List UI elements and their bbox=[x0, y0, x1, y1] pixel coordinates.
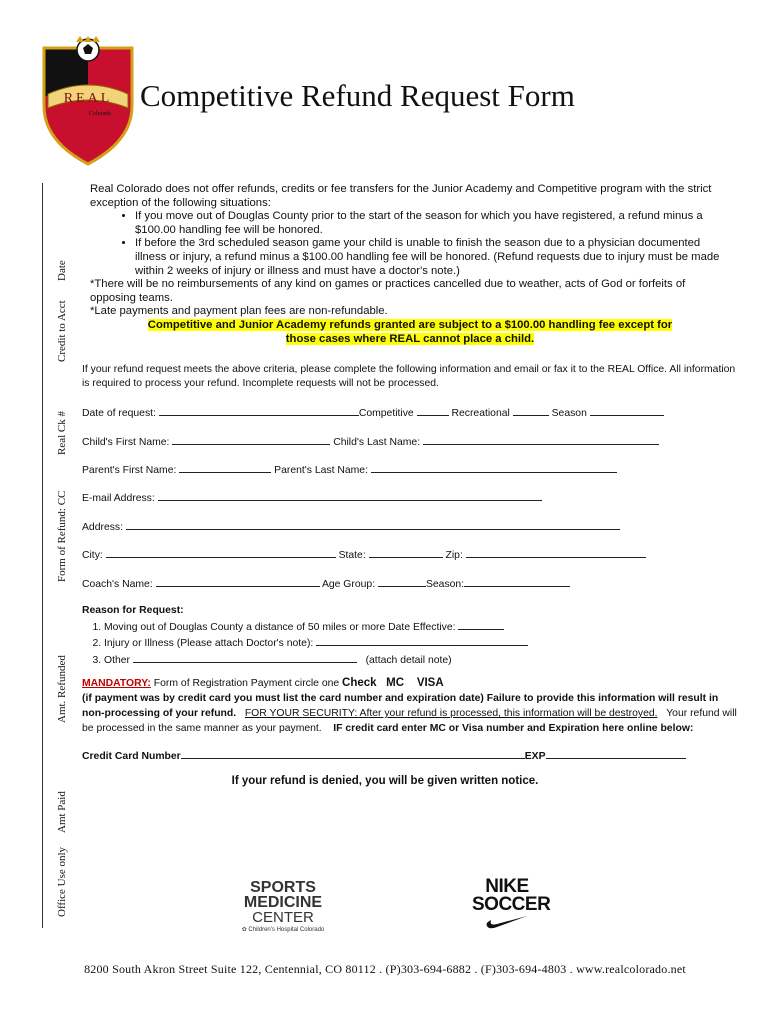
other-field[interactable] bbox=[133, 652, 357, 663]
city-label: City: bbox=[82, 550, 103, 561]
competitive-label: Competitive bbox=[358, 408, 414, 419]
form-of-refund-label: Form of Refund: CC bbox=[56, 490, 68, 582]
reason-other-label: Other bbox=[104, 654, 130, 666]
intro-paragraph: Real Colorado does not offer refunds, credits or fee transfers for the Junior Academy and Competitive program with the strict exception of the following situations: bbox=[90, 183, 712, 209]
handling-fee-line-2: those cases where REAL cannot place a child. bbox=[285, 332, 535, 345]
exception-item: • If you move out of Douglas County prior to the start of the season for which you have registered, a refund minus a $100.00 handling fee will be honored. bbox=[135, 210, 730, 237]
state-field[interactable] bbox=[369, 547, 443, 558]
coach-row bbox=[82, 576, 570, 590]
office-use-strip bbox=[42, 183, 43, 928]
nike-line-1: NIKE bbox=[485, 876, 529, 897]
season-label: Season bbox=[551, 408, 587, 419]
exp-field[interactable] bbox=[546, 748, 686, 759]
season-label-2: Season: bbox=[425, 579, 465, 590]
nike-line-2: SOCCER bbox=[472, 894, 551, 915]
office-use-label: Office Use only bbox=[56, 846, 68, 917]
reason-section bbox=[82, 604, 528, 668]
logo-text: REAL bbox=[63, 91, 113, 106]
child-name-row bbox=[82, 434, 659, 448]
email-row bbox=[82, 490, 542, 504]
parent-last-name-field[interactable] bbox=[371, 462, 617, 473]
reason-injury-label: Injury or Illness (Please attach Doctor's note): bbox=[104, 638, 314, 649]
logo-subtext: Colorado bbox=[88, 111, 112, 117]
coach-name-field[interactable] bbox=[156, 576, 320, 587]
handling-fee-notice bbox=[90, 319, 730, 346]
email-field[interactable] bbox=[158, 490, 542, 501]
security-notice: FOR YOUR SECURITY: After your refund is processed, this information will be destroyed. bbox=[244, 708, 658, 719]
recreational-label: Recreational bbox=[451, 408, 510, 419]
credit-to-acct-label: Credit to Acct bbox=[56, 300, 68, 362]
smc-line-3: CENTER bbox=[252, 909, 314, 926]
flower-icon: ✿ bbox=[241, 927, 247, 933]
zip-field[interactable] bbox=[466, 547, 646, 558]
handling-fee-line-1: Competitive and Junior Academy refunds granted are subject to a $100.00 handling fee except for bbox=[147, 318, 673, 331]
denied-notice: If your refund is denied, you will be given written notice. bbox=[231, 775, 539, 787]
credit-card-row bbox=[82, 748, 686, 762]
reason-moving-label: Moving out of Douglas County a distance of 50 miles or more Date Effective: bbox=[104, 621, 456, 633]
reason-list bbox=[82, 619, 528, 669]
reason-heading: Reason for Request: bbox=[82, 605, 184, 616]
date-row bbox=[82, 405, 664, 419]
mandatory-label: MANDATORY: bbox=[82, 678, 151, 689]
date-of-request-label: Date of request: bbox=[82, 408, 156, 419]
coach-name-label: Coach's Name: bbox=[82, 579, 153, 590]
parent-first-name-label: Parent's First Name: bbox=[82, 465, 177, 476]
competitive-field[interactable] bbox=[417, 405, 449, 416]
payment-form-text: Form of Registration Payment circle one bbox=[153, 678, 340, 689]
season-field[interactable] bbox=[590, 405, 664, 416]
address-row bbox=[82, 519, 620, 533]
child-first-name-field[interactable] bbox=[172, 434, 330, 445]
city-field[interactable] bbox=[106, 547, 336, 558]
refund-manner-text: Your refund will be processed in the same manner as your payment. bbox=[82, 708, 737, 734]
age-group-field[interactable] bbox=[378, 576, 426, 587]
criteria-instructions: If your refund request meets the above criteria, please complete the following information and email or fax it to the REAL Office. All information is required to process your refund. Incomplete requests will not be processed. bbox=[82, 364, 736, 389]
smc-line-1: SPORTS bbox=[250, 879, 316, 896]
child-last-name-field[interactable] bbox=[423, 434, 659, 445]
credit-card-requirement: (if payment was by credit card you must list the card number and expiration date) Failure to provide this information will result in non-processing of your refund. bbox=[82, 693, 719, 719]
reason-item bbox=[104, 619, 528, 636]
smc-hospital-text: Children's Hospital Colorado bbox=[248, 927, 325, 933]
card-entry-instruction: IF credit card enter MC or Visa number and Expiration here online below: bbox=[333, 723, 694, 734]
amt-paid-label: Amt Paid bbox=[56, 791, 68, 833]
payment-options[interactable]: Check MC VISA bbox=[342, 677, 444, 689]
season-field-2[interactable] bbox=[464, 576, 570, 587]
amt-refunded-label: Amt. Refunded bbox=[56, 655, 68, 723]
nike-soccer-logo bbox=[472, 876, 551, 943]
state-label: State: bbox=[338, 550, 366, 561]
parent-first-name-field[interactable] bbox=[179, 462, 271, 473]
exception-item: • If before the 3rd scheduled season game your child is unable to finish the season due to a physician documented illness or injury, a refund minus a $100.00 handling fee will be honored. (Refund requests due to injury must be made within 2 weeks of injury or illness and must have a doctor's note.) bbox=[135, 237, 730, 278]
reason-item bbox=[104, 635, 528, 652]
real-colorado-logo bbox=[38, 36, 138, 166]
child-first-name-label: Child's First Name: bbox=[82, 437, 170, 448]
credit-card-number-field[interactable] bbox=[181, 748, 525, 759]
parent-last-name-label: Parent's Last Name: bbox=[274, 465, 368, 476]
late-payment-note: *Late payments and payment plan fees are non-refundable. bbox=[90, 305, 388, 318]
city-row bbox=[82, 547, 646, 561]
date-effective-field[interactable] bbox=[458, 619, 504, 630]
exp-label: EXP bbox=[524, 751, 546, 762]
address-label: Address: bbox=[82, 522, 124, 533]
date-label: Date bbox=[56, 260, 68, 281]
child-last-name-label: Child's Last Name: bbox=[333, 437, 421, 448]
zip-label: Zip: bbox=[445, 550, 463, 561]
smc-line-2: MEDICINE bbox=[243, 894, 323, 911]
page-title: Competitive Refund Request Form bbox=[140, 78, 575, 113]
address-field[interactable] bbox=[126, 519, 620, 530]
date-of-request-field[interactable] bbox=[159, 405, 359, 416]
swoosh-icon bbox=[485, 914, 529, 930]
real-check-label: Real Ck # bbox=[56, 411, 68, 455]
parent-name-row bbox=[82, 462, 617, 476]
footer-contact: 8200 South Akron Street Suite 122, Centennial, CO 80112 . (P)303-694-6882 . (F)303-694-4803 . www.realcolorado.net bbox=[84, 962, 686, 976]
recreational-field[interactable] bbox=[513, 405, 549, 416]
credit-card-number-label: Credit Card Number bbox=[82, 751, 181, 762]
sports-medicine-center-logo bbox=[228, 880, 338, 945]
reason-item bbox=[104, 652, 528, 669]
injury-field[interactable] bbox=[316, 635, 528, 646]
attach-note: (attach detail note) bbox=[365, 654, 452, 666]
mandatory-section bbox=[82, 676, 737, 736]
smc-line-4 bbox=[228, 925, 338, 935]
no-reimbursement-note: *There will be no reimbursements of any kind on games or practices cancelled due to weather, acts of God or forfeits of opposing teams. bbox=[90, 278, 686, 304]
exception-list bbox=[90, 210, 730, 278]
age-group-label: Age Group: bbox=[321, 579, 376, 590]
email-label: E-mail Address: bbox=[82, 493, 155, 504]
intro-section bbox=[90, 183, 730, 346]
